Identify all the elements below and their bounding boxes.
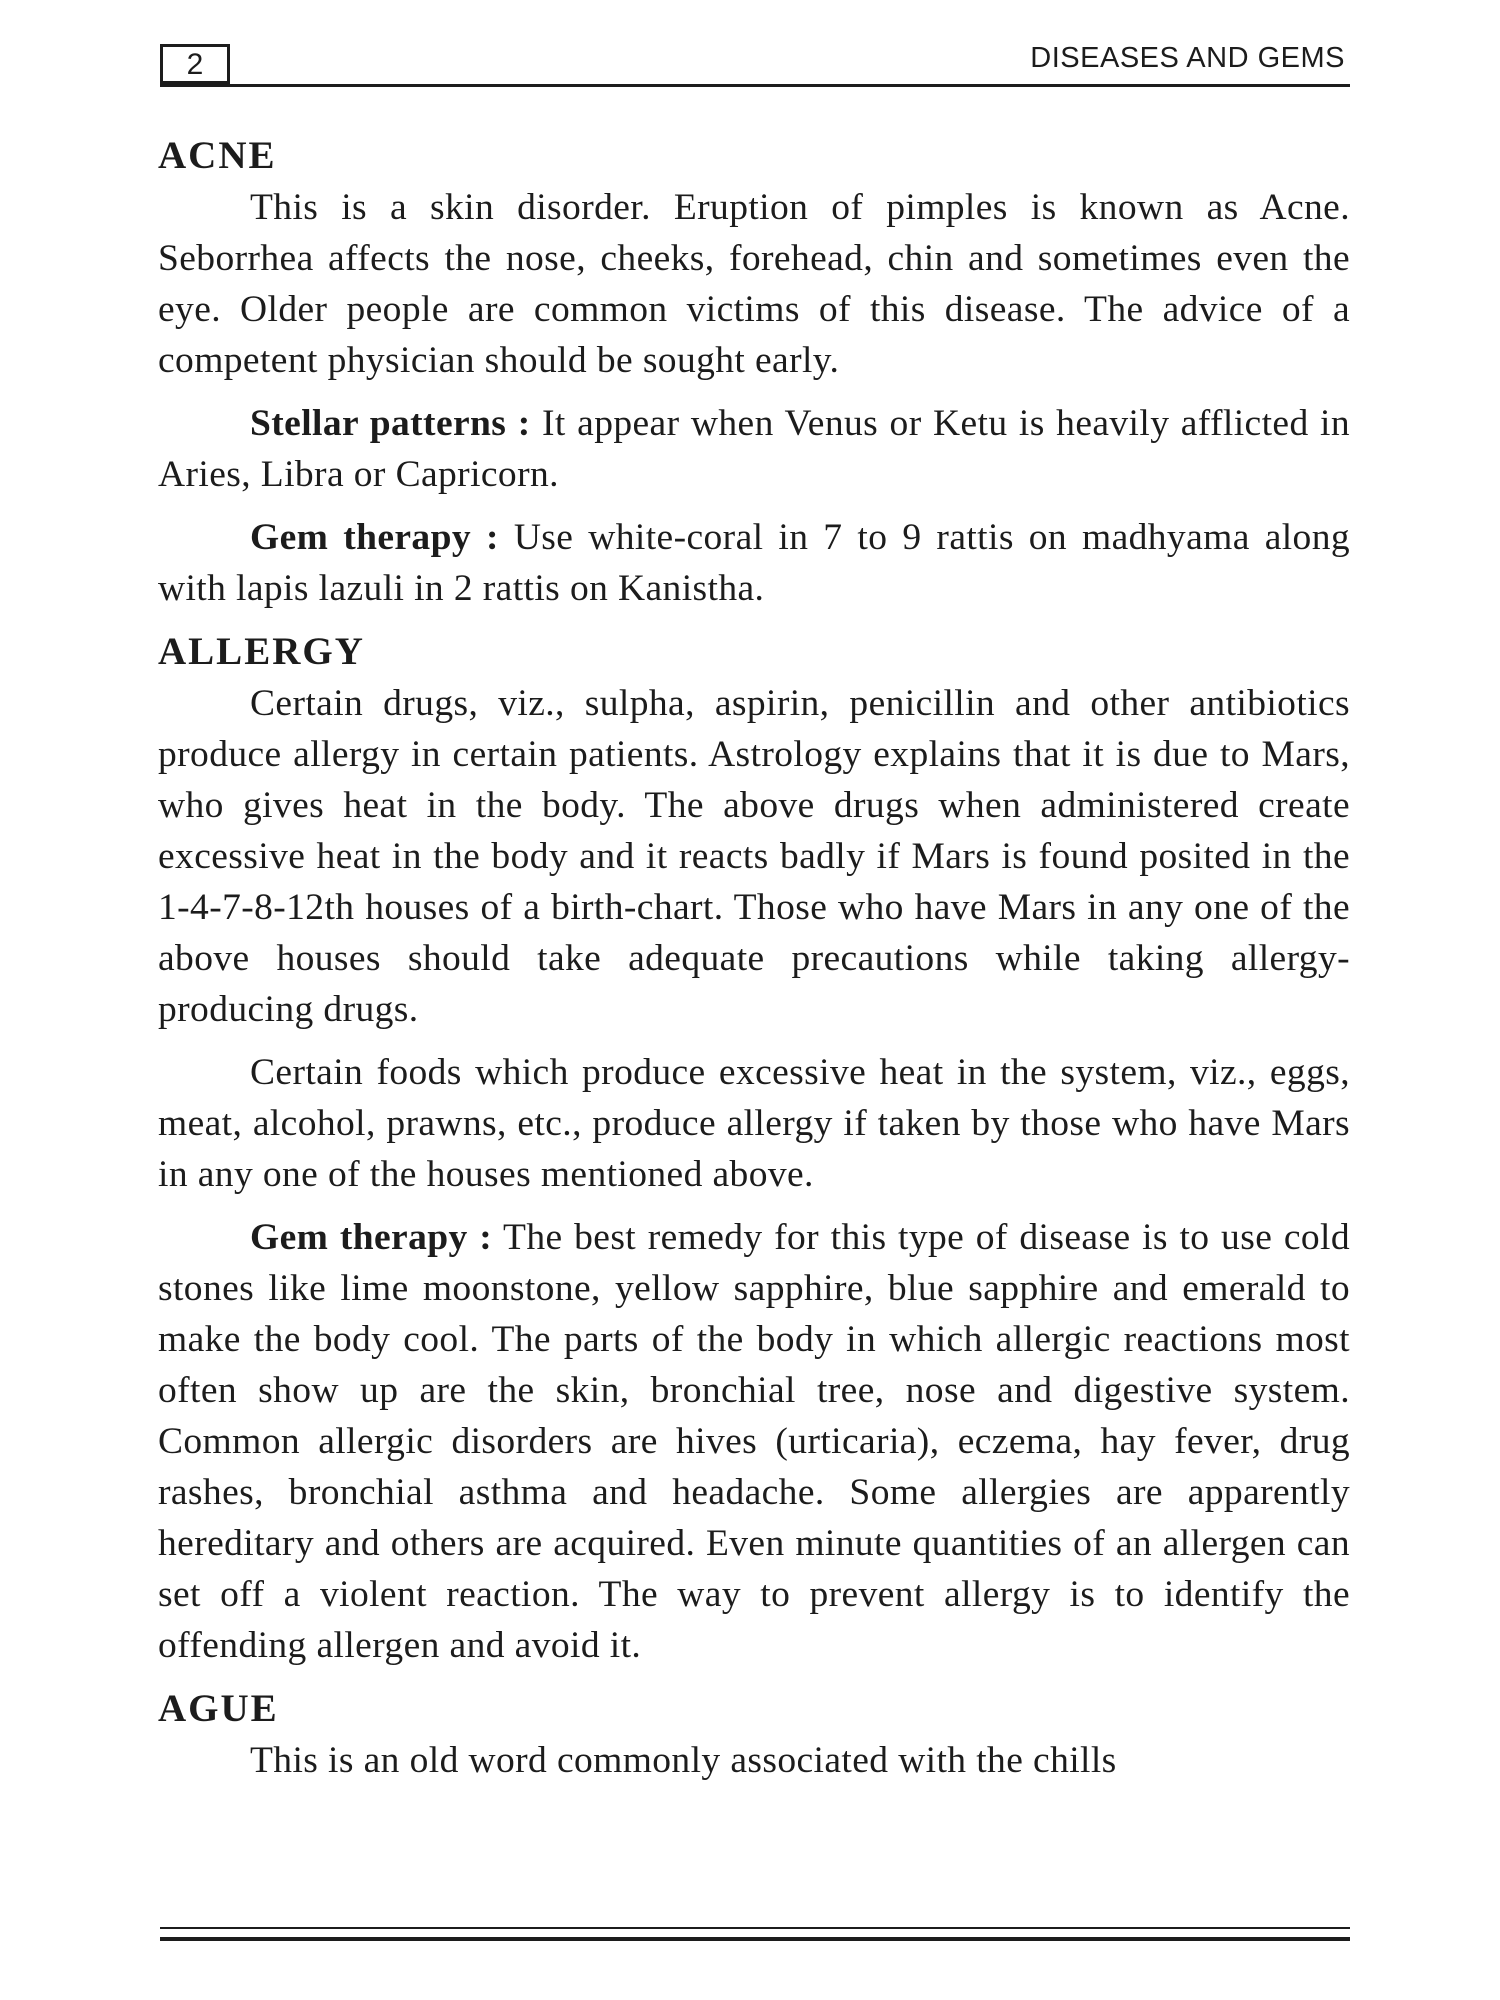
allergy-paragraph-2: Certain foods which produce excessive heat in the system, viz., eggs, meat, alcohol, prawns, etc., produce allergy if taken by those who have Mars in any one of the houses mentioned above. — [158, 1052, 1350, 1195]
heading-acne: ACNE — [158, 134, 277, 177]
acne-gem-therapy-label: Gem therapy : — [250, 517, 499, 558]
stellar-patterns-text: It appear when Venus or Ketu is heavily afflicted in Aries, Libra or Capricorn. — [158, 403, 1350, 495]
ague-intro-paragraph: This is an old word commonly associated with the chills — [250, 1740, 1117, 1781]
allergy-gem-therapy-text: The best remedy for this type of disease is to use cold stones like lime moonstone, yellow sapphire, blue sapphire and emerald to make the body cool. The parts of the body in which allergic reactions most often show up are the skin, bronchial tree, nose and digestive system. Common allergic disorders are hives (urticaria), eczema, hay fever, drug rashes, bronchial asthma and headache. Some allergies are apparently hereditary and others are acquired. Even minute quantities of an allergen can set off a violent reaction. The way to prevent allergy is to identify the offending allergen and avoid it. — [158, 1217, 1350, 1666]
allergy-paragraph-1: Certain drugs, viz., sulpha, aspirin, penicillin and other antibiotics produce allergy in certain patients. Astrology explains that it is due to Mars, who gives heat in the body. The above drugs when administered create excessive heat in the body and it reacts badly if Mars is found posited in the 1-4-7-8-12th houses of a birth-chart. Those who have Mars in any one of the above houses should take adequate precautions while taking allergy-producing drugs. — [158, 683, 1350, 1030]
acne-gem-therapy-text: Use white-coral in 7 to 9 rattis on madhyama along with lapis lazuli in 2 rattis on Kanistha. — [158, 517, 1351, 609]
page-content — [158, 130, 1350, 1798]
header-rule — [160, 84, 1350, 87]
footer-rule-thick — [160, 1937, 1350, 1941]
allergy-gem-paragraph — [158, 1212, 1350, 1671]
acne-gem-paragraph — [158, 512, 1350, 614]
acne-intro-paragraph: This is a skin disorder. Eruption of pimples is known as Acne. Seborrhea affects the nose, cheeks, forehead, chin and sometimes even the eye. Older people are common victims of this disease. The advice of a competent physician should be sought early. — [158, 187, 1350, 381]
acne-stellar-paragraph — [158, 398, 1350, 500]
page-number: 2 — [160, 44, 230, 84]
stellar-patterns-label: Stellar patterns : — [250, 403, 531, 444]
footer-rule-thin — [160, 1927, 1350, 1929]
heading-allergy: ALLERGY — [158, 630, 365, 673]
running-title: DISEASES AND GEMS — [1030, 42, 1345, 74]
heading-ague: AGUE — [158, 1687, 279, 1730]
allergy-gem-therapy-label: Gem therapy : — [250, 1217, 493, 1258]
